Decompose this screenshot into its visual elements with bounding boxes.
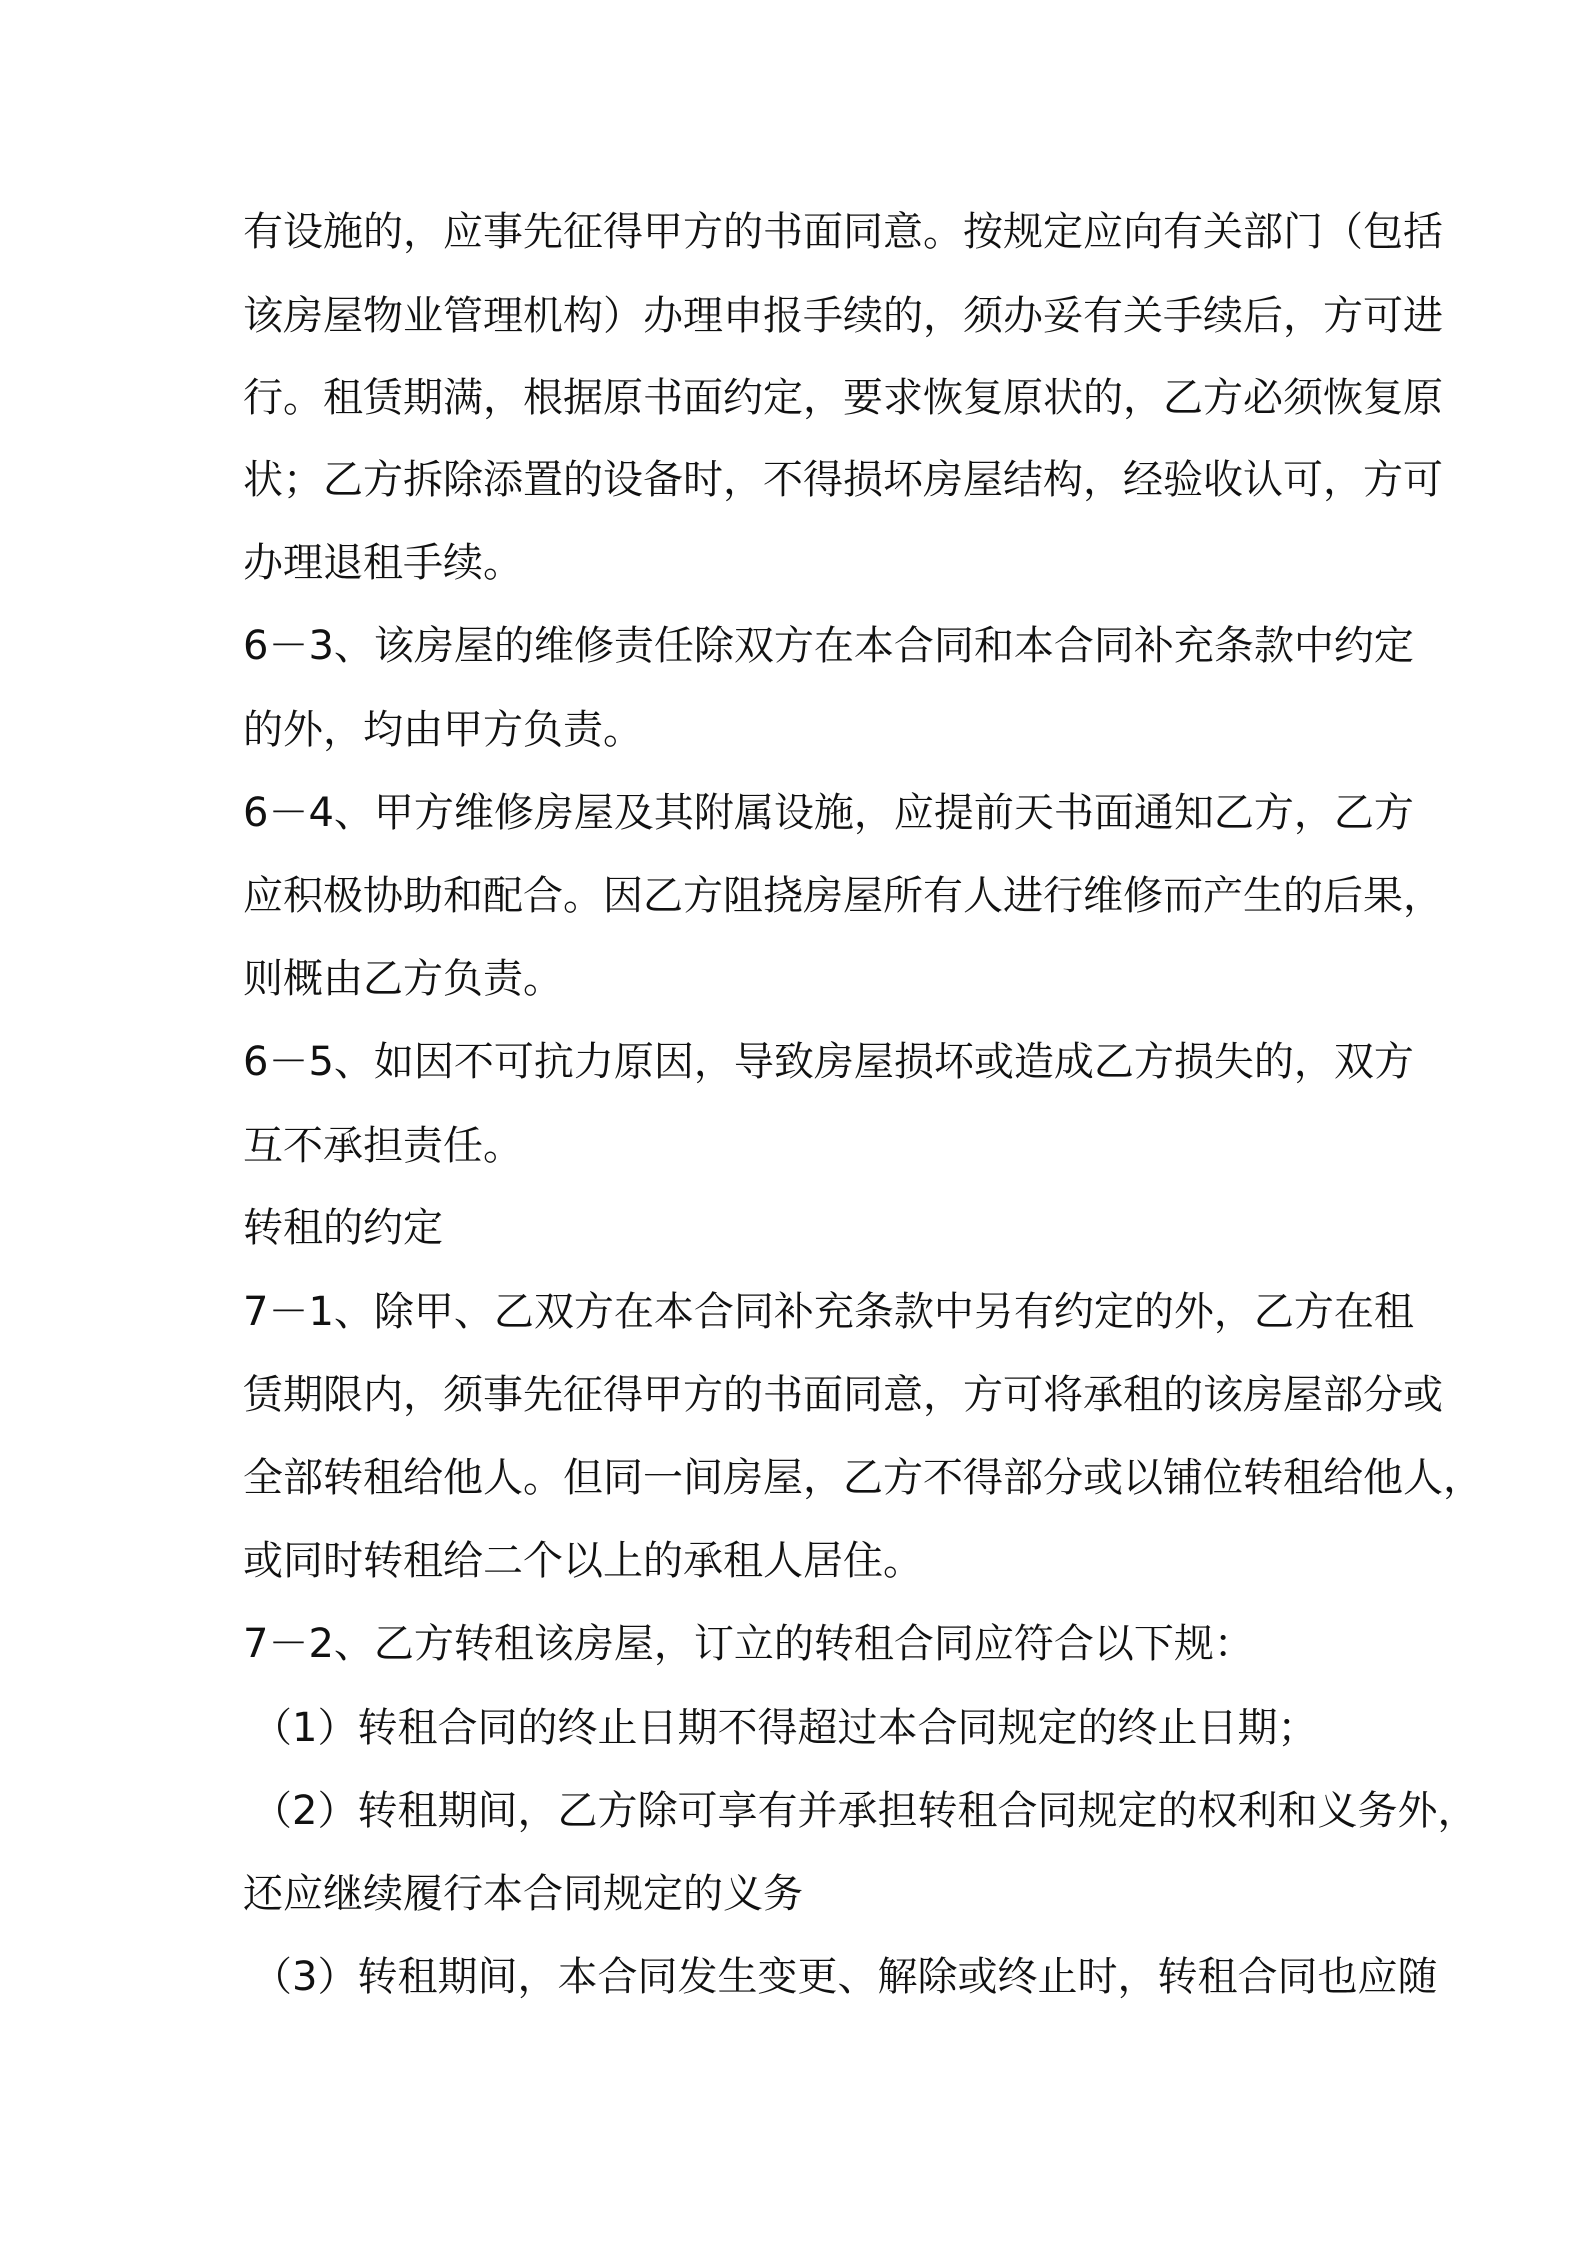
- text-line: 该房屋物业管理机构）办理申报手续的，须办妥有关手续后，方可进: [243, 293, 1443, 339]
- clause-6-5: 6－5、如因不可抗力原因，导致房屋损坏或造成乙方损失的，双方: [243, 1039, 1414, 1085]
- text-line: 或同时转租给二个以上的承租人居住。: [243, 1538, 923, 1584]
- clause-6-4: 6－4、甲方维修房屋及其附属设施，应提前天书面通知乙方，乙方: [243, 790, 1414, 836]
- text-line: 全部转租给他人。但同一间房屋，乙方不得部分或以铺位转租给他人，: [243, 1455, 1483, 1501]
- list-item-3: （3）转租期间，本合同发生变更、解除或终止时，转租合同也应随: [252, 1954, 1438, 2000]
- clause-7-1: 7－1、除甲、乙双方在本合同补充条款中另有约定的外，乙方在租: [243, 1289, 1414, 1335]
- text-line: 则概由乙方负责。: [243, 956, 563, 1002]
- list-item-1: （1）转租合同的终止日期不得超过本合同规定的终止日期；: [252, 1705, 1318, 1751]
- text-line: 赁期限内，须事先征得甲方的书面同意，方可将承租的该房屋部分或: [243, 1372, 1443, 1418]
- text-line: 有设施的，应事先征得甲方的书面同意。按规定应向有关部门（包括: [243, 209, 1443, 255]
- list-item-2: （2）转租期间，乙方除可享有并承担转租合同规定的权利和义务外，: [252, 1788, 1478, 1834]
- section-heading-sublease: 转租的约定: [243, 1205, 443, 1251]
- text-line: 的外，均由甲方负责。: [243, 707, 643, 753]
- text-line: 互不承担责任。: [243, 1123, 523, 1169]
- text-line: 还应继续履行本合同规定的义务: [243, 1871, 803, 1917]
- clause-7-2: 7－2、乙方转租该房屋，订立的转租合同应符合以下规：: [243, 1621, 1254, 1667]
- text-line: 办理退租手续。: [243, 540, 523, 586]
- text-line: 行。租赁期满，根据原书面约定，要求恢复原状的，乙方必须恢复原: [243, 375, 1443, 421]
- clause-6-3: 6－3、该房屋的维修责任除双方在本合同和本合同补充条款中约定: [243, 623, 1414, 669]
- text-line: 应积极协助和配合。因乙方阻挠房屋所有人进行维修而产生的后果，: [243, 873, 1443, 919]
- text-line: 状；乙方拆除添置的设备时，不得损坏房屋结构，经验收认可，方可: [243, 457, 1443, 503]
